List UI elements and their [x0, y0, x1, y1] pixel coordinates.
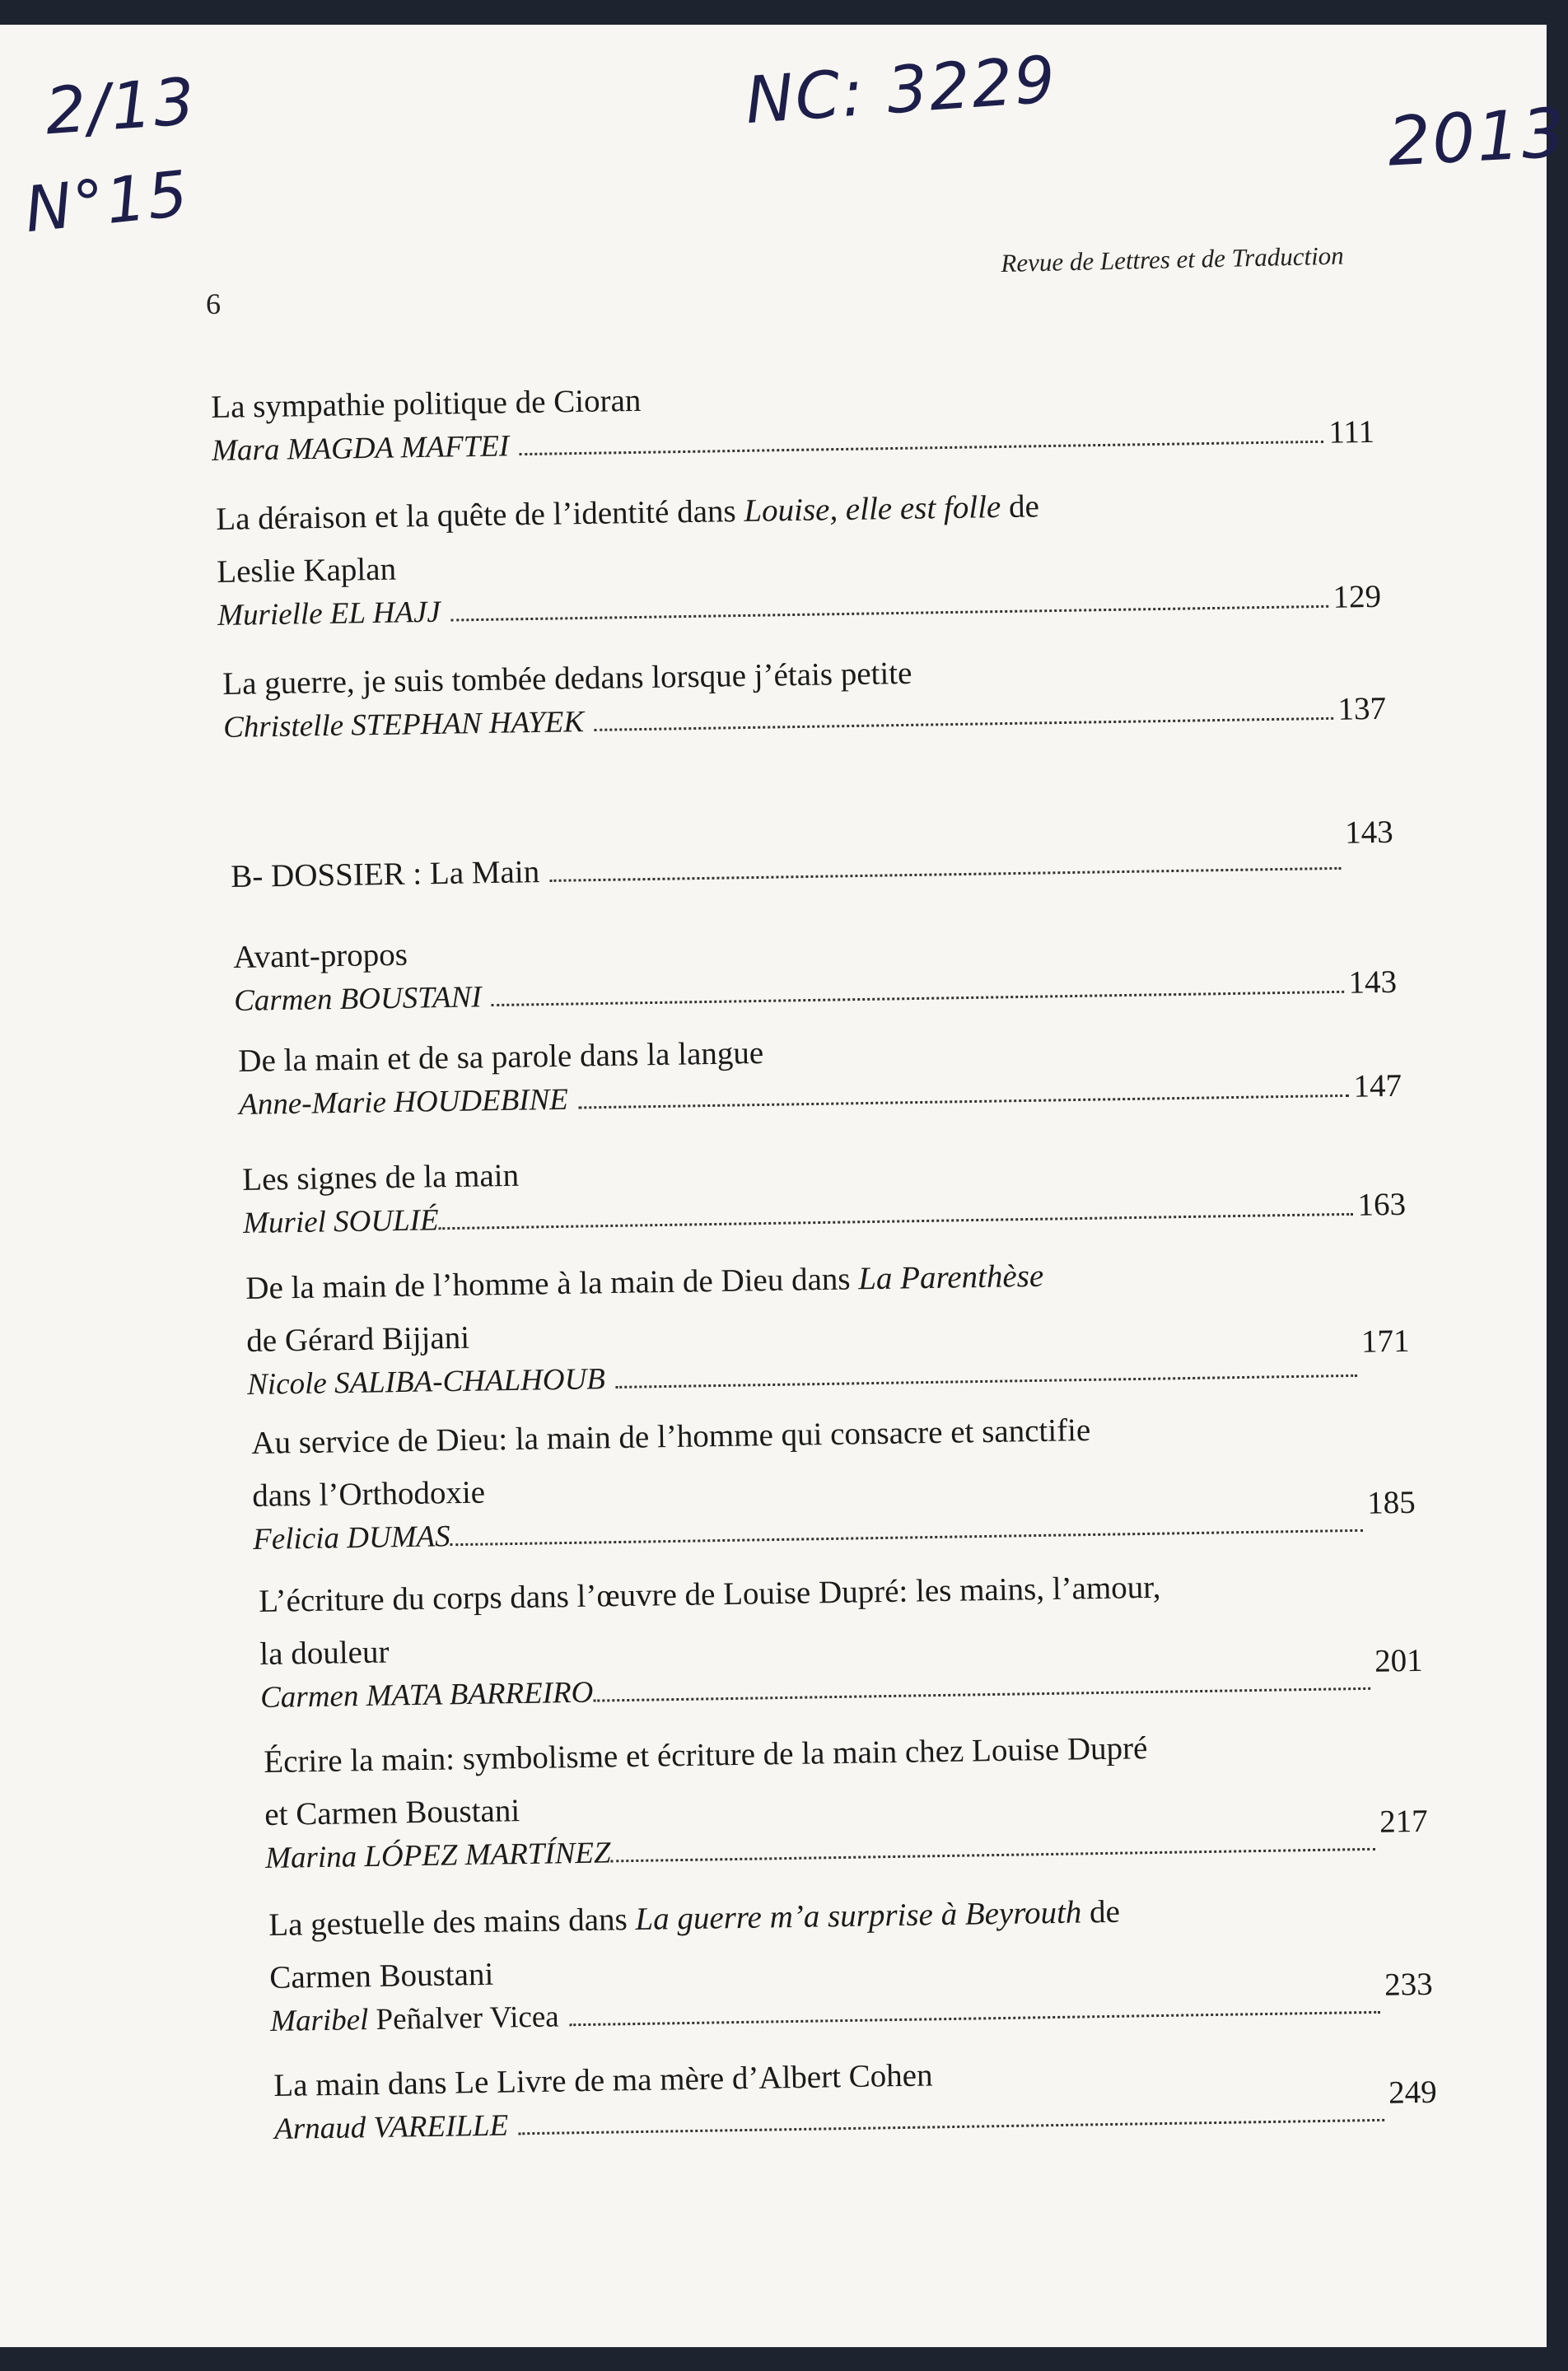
- toc-entry-author: Nicole SALIBA-CHALHOUB: [246, 1362, 606, 1402]
- toc-entry-page: 249: [1388, 2074, 1437, 2111]
- dot-leader: [518, 2119, 1384, 2135]
- toc-entry-title-continued: Leslie Kaplan: [217, 551, 397, 590]
- toc-entry: [264, 1725, 1428, 1878]
- toc-entry-title: La main dans Le Livre de ma mère d’Albert Cohen: [273, 2057, 933, 2103]
- page-number: 6: [206, 287, 221, 320]
- toc-entry-title: Avant-propos: [233, 936, 408, 975]
- toc-entry-page: 201: [1374, 1642, 1423, 1679]
- toc-entry: [222, 647, 1386, 747]
- toc-entry: [245, 1252, 1410, 1404]
- document-page: [0, 25, 1568, 2347]
- dot-leader: [450, 1529, 1363, 1546]
- toc-entry: [233, 921, 1397, 1020]
- toc-entry-page: 217: [1379, 1803, 1428, 1840]
- table-of-contents: [0, 25, 1547, 2347]
- section-title: B- DOSSIER : La Main: [231, 854, 540, 894]
- toc-entry-title-continued: Carmen Boustani: [269, 1956, 494, 1995]
- toc-entry: [259, 1565, 1423, 1717]
- dot-leader: [492, 991, 1344, 1006]
- toc-entry: [251, 1407, 1416, 1559]
- toc-entry-title-continued: la douleur: [259, 1634, 390, 1672]
- toc-entry-page: 147: [1353, 1067, 1402, 1104]
- handwritten-note-year: 2013: [1385, 94, 1568, 182]
- dot-leader: [615, 1375, 1357, 1389]
- dot-leader: [611, 1848, 1375, 1863]
- toc-section-heading: [231, 814, 1394, 896]
- dot-leader: [439, 1213, 1353, 1230]
- toc-entry-page: 129: [1332, 578, 1382, 615]
- toc-entry: [242, 1143, 1406, 1243]
- handwritten-note-volume: 2/13: [43, 64, 199, 150]
- toc-entry: [211, 371, 1374, 470]
- toc-entry: [216, 483, 1381, 635]
- toc-entry-title: De la main et de sa parole dans la langue: [238, 1034, 764, 1079]
- toc-entry: [238, 1024, 1402, 1124]
- toc-entry-title: Écrire la main: symbolisme et écriture de la main chez Louise Dupré: [264, 1730, 1148, 1780]
- toc-entry-page: 233: [1384, 1966, 1433, 2003]
- toc-entry-author: Arnaud VAREILLE: [273, 2108, 509, 2146]
- dot-leader: [519, 441, 1323, 455]
- toc-entry-page: 143: [1348, 964, 1398, 1001]
- handwritten-note-call-number: NC: 3229: [743, 42, 1060, 139]
- toc-entry-author: Anne-Marie HOUDEBINE: [238, 1082, 569, 1122]
- dot-leader: [450, 605, 1328, 622]
- toc-entry-title-continued: dans l’Orthodoxie: [252, 1474, 486, 1514]
- toc-entry-author: Marina LÓPEZ MARTÍNEZ: [264, 1836, 611, 1875]
- toc-entry-title: Les signes de la main: [242, 1157, 520, 1197]
- toc-entry-title-continued: de Gérard Bijjani: [246, 1319, 470, 1359]
- toc-entry-page: 111: [1328, 413, 1375, 450]
- toc-entry-author: Felicia DUMAS: [252, 1519, 450, 1557]
- toc-entry-author: Christelle STEPHAN HAYEK: [222, 705, 585, 744]
- toc-entry-title: La gestuelle des mains dans La guerre m’a surprise à Beyrouth de: [268, 1893, 1121, 1943]
- toc-entry-title: De la main de l’homme à la main de Dieu dans La Parenthèse: [245, 1258, 1044, 1306]
- dot-leader: [594, 717, 1333, 731]
- toc-entry-title: La guerre, je suis tombée dedans lorsque j’étais petite: [222, 655, 912, 702]
- toc-entry-page: 163: [1357, 1186, 1407, 1223]
- toc-entry-title: La déraison et la quête de l’identité dans Louise, elle est folle de: [216, 488, 1040, 537]
- dot-leader: [593, 1687, 1370, 1702]
- running-header: Revue de Lettres et de Traduction: [1001, 240, 1345, 278]
- toc-entry-author: Mara MAGDA MAFTEI: [211, 429, 510, 468]
- toc-entry: [273, 2049, 1437, 2149]
- toc-entry-author: Carmen MATA BARREIRO: [259, 1675, 594, 1715]
- toc-entry-page: 171: [1360, 1323, 1410, 1360]
- toc-entry-page: 137: [1337, 690, 1387, 727]
- toc-entry-title: Au service de Dieu: la main de l’homme qui consacre et sanctifie: [251, 1412, 1091, 1461]
- handwritten-note-issue: N°15: [21, 156, 193, 247]
- toc-entry-author: Murielle EL HAJJ: [217, 595, 441, 632]
- toc-entry: [268, 1888, 1433, 2041]
- dot-leader: [569, 2011, 1380, 2026]
- toc-entry-title: La sympathie politique de Cioran: [211, 382, 642, 425]
- toc-entry-title-continued: et Carmen Boustani: [264, 1793, 520, 1832]
- dot-leader: [578, 1094, 1349, 1109]
- toc-entry-author: Muriel SOULIÉ: [242, 1203, 439, 1240]
- toc-entry-author: Maribel Peñalver Vicea: [269, 2000, 560, 2038]
- toc-entry-page: 185: [1366, 1484, 1416, 1521]
- dot-leader: [549, 867, 1341, 882]
- toc-entry-author: Carmen BOUSTANI: [233, 980, 482, 1018]
- toc-entry-title: L’écriture du corps dans l’œuvre de Louise Dupré: les mains, l’amour,: [259, 1569, 1161, 1619]
- toc-entry-page: 143: [1344, 814, 1394, 851]
